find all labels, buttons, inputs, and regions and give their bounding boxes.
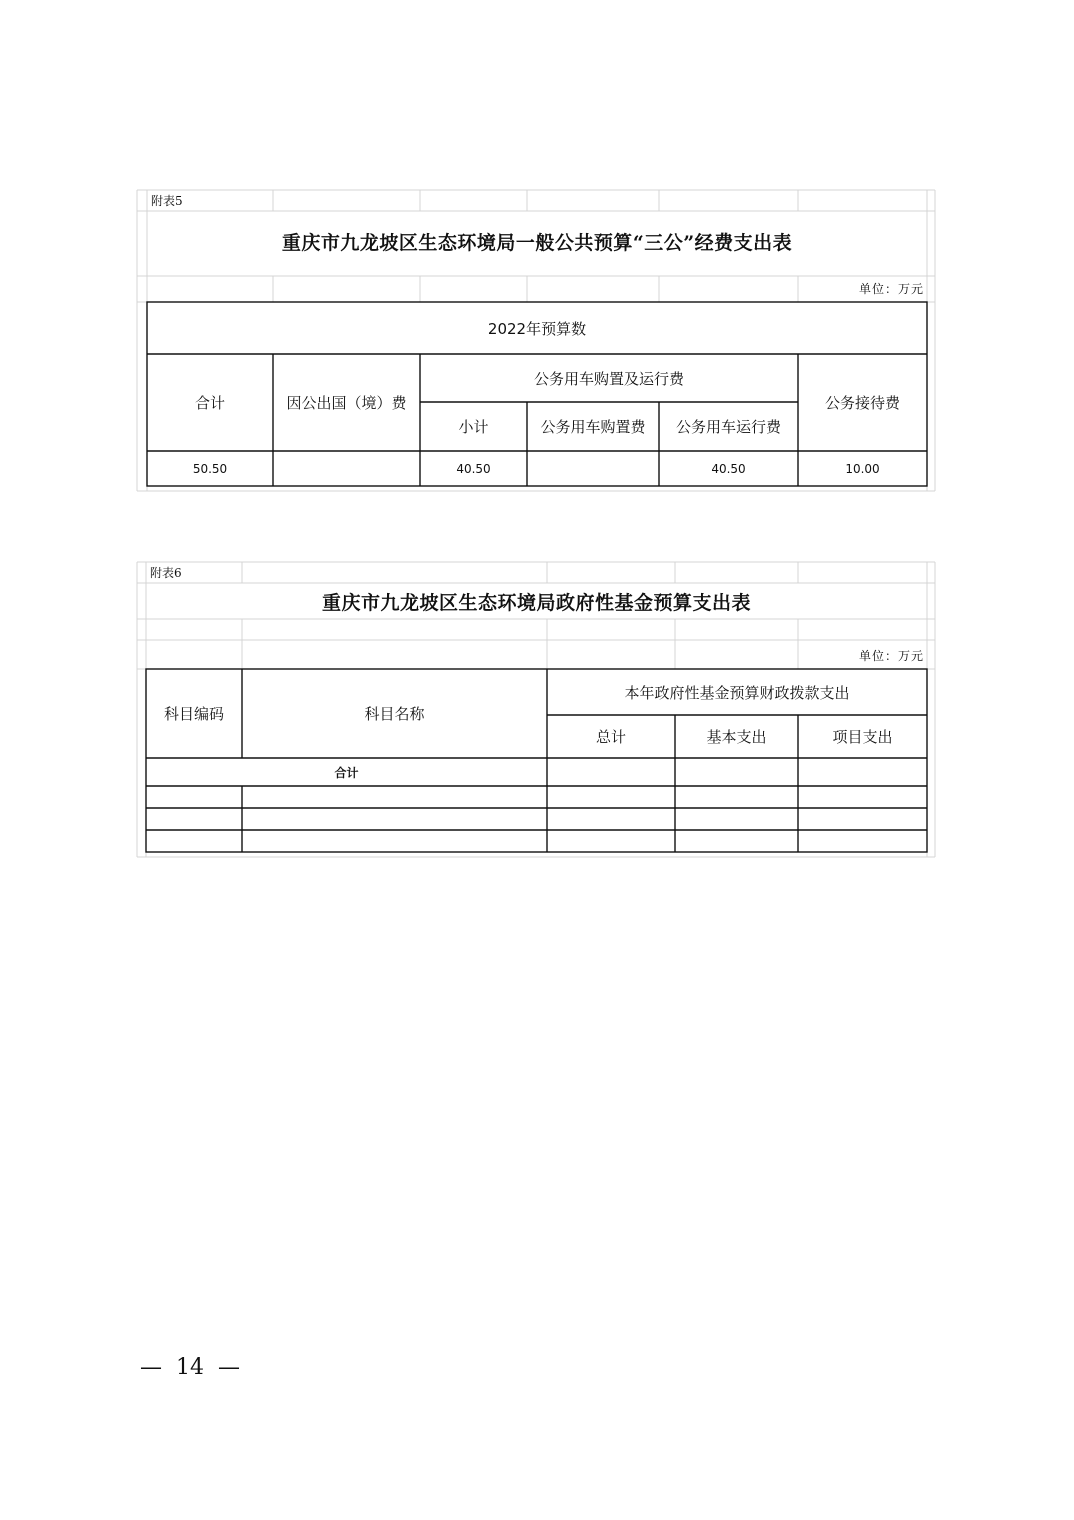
- table5-budget-year-header: 2022年预算数: [487, 319, 587, 338]
- table5-subtotal-value: 40.50: [456, 461, 491, 476]
- table5-subtotal-header: 小计: [458, 418, 489, 436]
- table6-total-row-label: 合计: [334, 765, 359, 780]
- table5-abroad-value: [273, 451, 420, 486]
- table5-unit: 单位：万元: [858, 282, 924, 296]
- table5-vehicle-purchase-header: 公务用车购置费: [540, 418, 646, 436]
- table6-code-header: 科目编码: [163, 705, 224, 723]
- table5-vehicle-purchase-value: [527, 451, 659, 486]
- page-number: [140, 1355, 240, 1380]
- table6-total-header: 总计: [595, 728, 626, 746]
- table5-reception-header: 公务接待费: [824, 394, 900, 412]
- table5-abroad-header: 因公出国（境）费: [286, 394, 407, 412]
- page-number-value: 14: [176, 1355, 204, 1380]
- table6-name-header: 科目名称: [364, 705, 425, 723]
- table5-total-value: 50.50: [192, 461, 228, 476]
- table6-appendix-label: 附表6: [150, 566, 182, 580]
- page-number-dash-right: —: [218, 1355, 240, 1380]
- page-number-dash-left: —: [140, 1355, 162, 1380]
- table5-appendix-label: 附表5: [151, 194, 183, 208]
- table6-project-header: 项目支出: [832, 728, 893, 746]
- table5-title: 重庆市九龙坡区生态环境局一般公共预算“三公”经费支出表: [281, 232, 793, 254]
- table6-group-header: 本年政府性基金预算财政拨款支出: [624, 683, 850, 702]
- table6-basic-header: 基本支出: [706, 728, 767, 746]
- table5-vehicle-operation-value: 40.50: [711, 461, 746, 476]
- table5-vehicle-group-header: 公务用车购置及运行费: [533, 369, 684, 388]
- table5-vehicle-operation-header: 公务用车运行费: [675, 418, 781, 436]
- table5-reception-value: 10.00: [845, 461, 880, 476]
- table5-total-header: 合计: [194, 394, 225, 412]
- table6-title: 重庆市九龙坡区生态环境局政府性基金预算支出表: [321, 592, 751, 614]
- table6-unit: 单位：万元: [858, 649, 924, 663]
